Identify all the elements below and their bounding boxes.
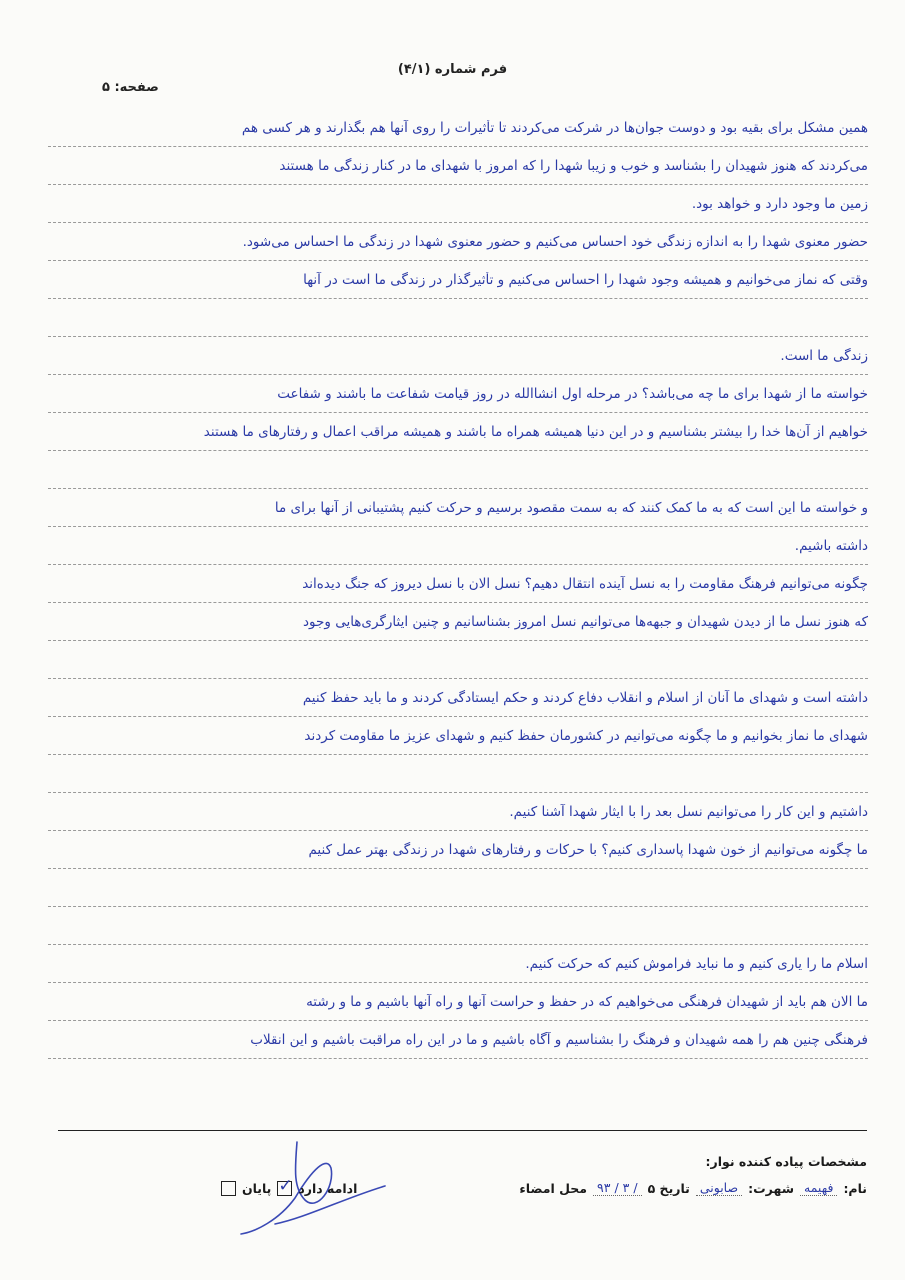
handwritten-line: و خواسته ما این است که به ما کمک کنند که به سمت مقصود برسیم و حرکت کنیم پشتیبانی از آنها برای ما [274, 500, 868, 516]
handwritten-line: داشته است و شهدای ما آنان از اسلام و انقلاب دفاع کردند و حکم ایستادگی کردند و ما باید حفظ کنیم [302, 690, 868, 706]
ruled-line [48, 678, 868, 679]
ruled-line [48, 1020, 868, 1021]
ruled-line [48, 792, 868, 793]
handwritten-line: داشته باشیم. [794, 538, 868, 554]
footer-divider [58, 1130, 867, 1131]
ruled-line [48, 1058, 868, 1059]
ruled-line [48, 412, 868, 413]
handwritten-line: اسلام ما را یاری کنیم و ما نباید فراموش کنیم که حرکت کنیم. [525, 956, 868, 972]
handwritten-line: فرهنگی چنین هم را همه شهیدان و فرهنگ را بشناسیم و آگاه باشیم و ما در این راه مراقبت باشیم و این انقلاب [250, 1032, 868, 1048]
ruled-line [48, 526, 868, 527]
ruled-line [48, 944, 868, 945]
name-label: نام: [843, 1180, 867, 1196]
ruled-line [48, 184, 868, 185]
continues-label: ادامه دارد [298, 1180, 358, 1196]
ruled-line [48, 830, 868, 831]
page-number: صفحه: ۵ [102, 80, 159, 95]
ruled-line [48, 868, 868, 869]
name-value[interactable]: فهیمه [800, 1180, 837, 1196]
handwritten-line: خواسته ما از شهدا برای ما چه می‌باشد؟ در مرحله اول انشاالله در روز قیامت شفاعت ما باشند و شفاعت [277, 386, 868, 402]
surname-value[interactable]: صابونی [696, 1180, 742, 1196]
surname-label: شهرت: [748, 1180, 794, 1196]
ruled-line [48, 754, 868, 755]
ruled-line [48, 640, 868, 641]
end-checkbox[interactable] [221, 1181, 236, 1196]
handwritten-line: خواهیم از آن‌ها خدا را بیشتر بشناسیم و در این دنیا همیشه همراه ما باشند و همیشه مراقب اعمال و رفتارهای ما هستند [203, 424, 868, 440]
handwritten-line: می‌کردند که هنوز شهیدان را بشناسد و خوب و زیبا شهدا را که امروز با شهدای ما در کنار زندگی ما هستند [279, 158, 868, 174]
handwritten-line: ما الان هم باید از شهیدان فرهنگی می‌خواهیم که در حفظ و حراست آنها و راه آنها باشیم و ما و رشته [306, 994, 868, 1010]
ruled-line [48, 298, 868, 299]
date-label: تاریخ ۵ [647, 1180, 690, 1196]
ruled-line [48, 222, 868, 223]
end-label: پایان [241, 1180, 272, 1196]
signature-label: محل امضاء [519, 1180, 588, 1196]
handwritten-line: شهدای ما نماز بخوانیم و ما چگونه می‌توانیم در کشورمان حفظ کنیم و شهدای عزیز ما مقاومت کردند [304, 728, 868, 744]
ruled-line [48, 906, 868, 907]
ruled-line [48, 146, 868, 147]
handwritten-body [48, 112, 868, 1112]
handwritten-line: وقتی که نماز می‌خوانیم و همیشه وجود شهدا را احساس می‌کنیم و تأثیرگذار در زندگی ما است در آنها [303, 272, 868, 288]
ruled-line [48, 450, 868, 451]
form-number: فرم شماره (۴/۱) [397, 62, 508, 77]
handwritten-line: ما چگونه می‌توانیم از خون شهدا پاسداری کنیم؟ با حرکات و رفتارهای شهدا در زندگی بهتر عمل کنیم [308, 842, 868, 858]
ruled-line [48, 488, 868, 489]
handwritten-line: همین مشکل برای بقیه بود و دوست جوان‌ها در شرکت می‌کردند تا تأثیرات را روی آنها هم بگذارند و هر کسی هم [241, 120, 868, 136]
date-value[interactable]: / ۳ / ۹۳ [593, 1180, 642, 1196]
ruled-line [48, 982, 868, 983]
ruled-line [48, 374, 868, 375]
transcriber-details [0, 1146, 905, 1216]
handwritten-line: چگونه می‌توانیم فرهنگ مقاومت را به نسل آینده انتقال دهیم؟ نسل الان با نسل دیروز که جنگ دیده‌اند [302, 576, 868, 592]
ruled-line [48, 260, 868, 261]
ruled-line [48, 716, 868, 717]
handwritten-line: زندگی ما است. [780, 348, 868, 364]
handwritten-line: داشتیم و این کار را می‌توانیم نسل بعد را با ایثار شهدا آشنا کنیم. [509, 804, 868, 820]
continues-checkbox[interactable] [277, 1181, 292, 1196]
transcriber-title: مشخصات پیاده کننده نوار: [705, 1154, 867, 1169]
handwritten-line: زمین ما وجود دارد و خواهد بود. [691, 196, 868, 212]
transcriber-fields [221, 1180, 867, 1196]
ruled-line [48, 602, 868, 603]
handwritten-line: حضور معنوی شهدا را به اندازه زندگی خود احساس می‌کنیم و حضور معنوی شهدا در زندگی ما احساس می‌شود. [242, 234, 868, 250]
ruled-line [48, 564, 868, 565]
ruled-line [48, 336, 868, 337]
handwritten-line: که هنوز نسل ما از دیدن شهیدان و جبهه‌ها می‌توانیم نسل امروز بشناسانیم و چنین ایثارگری‌هایی وجود [303, 614, 868, 630]
